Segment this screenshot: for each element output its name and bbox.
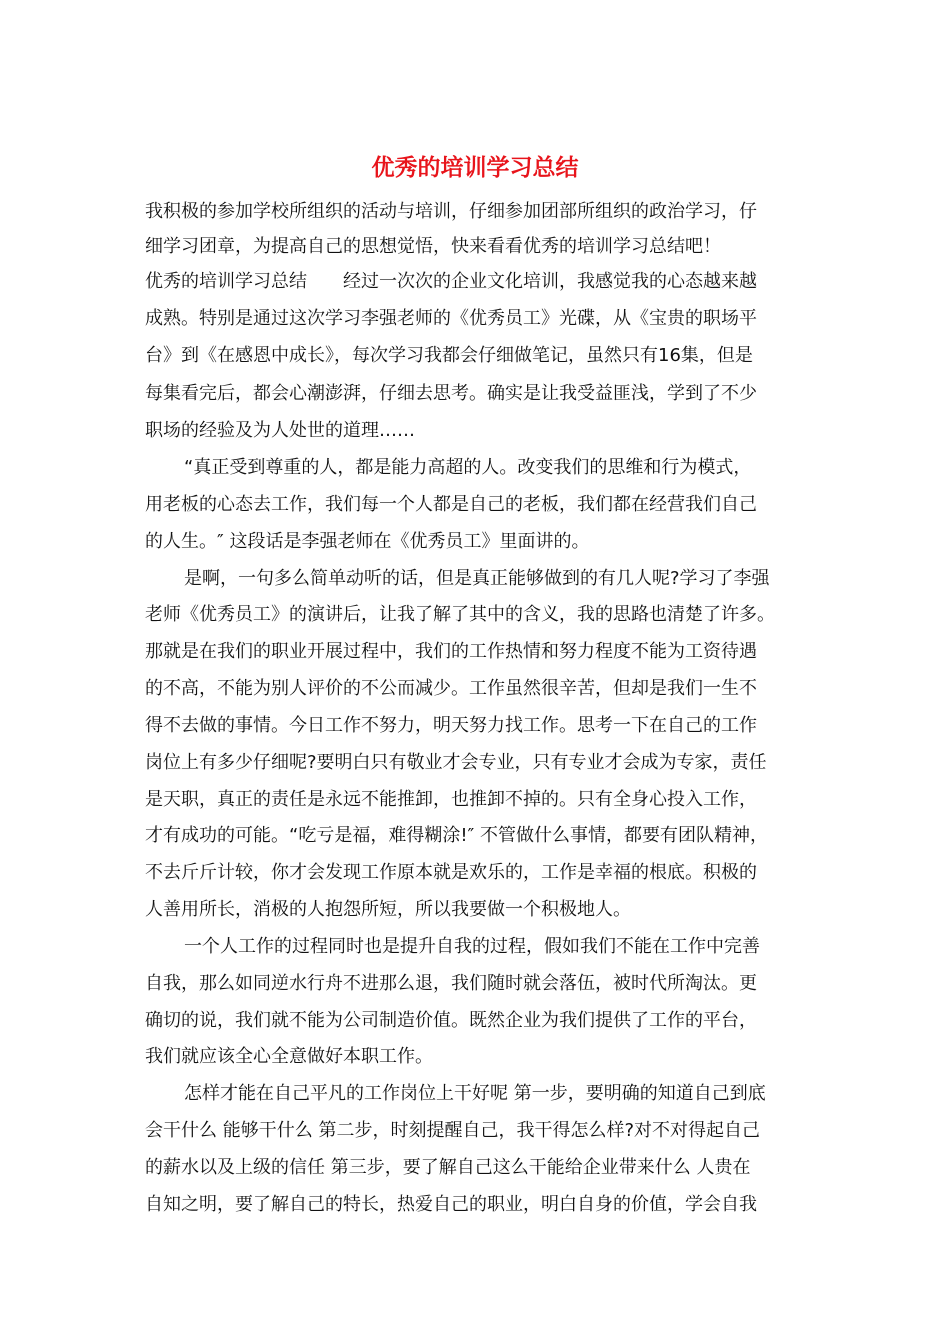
paragraph-line: 我们就应该全心全意做好本职工作。 — [145, 1046, 433, 1067]
paragraph-line: 台》到《在感恩中成长》，每次学习我都会仔细做笔记，虽然只有16集，但是 — [145, 345, 753, 366]
paragraph-line: 细学习团章，为提高自己的思想觉悟，快来看看优秀的培训学习总结吧！ — [145, 236, 721, 257]
paragraph-line: 的人生。″ 这段话是李强老师在《优秀员工》里面讲的。 — [145, 531, 590, 552]
paragraph-line: 得不去做的事情。今日工作不努力，明天努力找工作。思考一下在自己的工作 — [145, 715, 757, 736]
paragraph-line: 自知之明，要了解自己的特长，热爱自己的职业，明白自身的价值，学会自我 — [145, 1194, 757, 1215]
document-title: 优秀的培训学习总结 — [371, 155, 579, 181]
paragraph-line: 成熟。特别是通过这次学习李强老师的《优秀员工》光碟，从《宝贵的职场平 — [145, 308, 757, 329]
paragraph-line: 会干什么 能够干什么 第二步，时刻提醒自己，我干得怎么样?对不对得起自己 — [145, 1120, 760, 1141]
paragraph-line: 一个人工作的过程同时也是提升自我的过程，假如我们不能在工作中完善 — [184, 936, 760, 957]
paragraph-line: 的不高，不能为别人评价的不公而减少。工作虽然很辛苦，但却是我们一生不 — [145, 678, 757, 699]
paragraph-line: 我积极的参加学校所组织的活动与培训，仔细参加团部所组织的政治学习，仔 — [145, 201, 757, 222]
paragraph-line: 自我，那么如同逆水行舟不进那么退，我们随时就会落伍，被时代所淘汰。更 — [145, 973, 757, 994]
paragraph-line: 才有成功的可能。“吃亏是福，难得糊涂!″ 不管做什么事情，都要有团队精神， — [145, 825, 768, 846]
paragraph-line: 确切的说，我们就不能为公司制造价值。既然企业为我们提供了工作的平台， — [145, 1010, 757, 1031]
paragraph-line: 优秀的培训学习总结 经过一次次的企业文化培训，我感觉我的心态越来越 — [145, 271, 757, 292]
paragraph-line: 用老板的心态去工作，我们每一个人都是自己的老板，我们都在经营我们自己 — [145, 494, 757, 515]
paragraph-line: 的薪水以及上级的信任 第三步，要了解自己这么干能给企业带来什么 人贵在 — [145, 1157, 751, 1178]
paragraph-line: 人善用所长，消极的人抱怨所短，所以我要做一个积极地人。 — [145, 899, 631, 920]
paragraph-line: “真正受到尊重的人，都是能力高超的人。改变我们的思维和行为模式， — [184, 457, 752, 478]
paragraph-line: 老师《优秀员工》的演讲后，让我了解了其中的含义，我的思路也清楚了许多。 — [145, 604, 775, 625]
paragraph-line: 那就是在我们的职业开展过程中，我们的工作热情和努力程度不能为工资待遇 — [145, 641, 757, 662]
paragraph-line: 怎样才能在自己平凡的工作岗位上干好呢 第一步，要明确的知道自己到底 — [184, 1083, 766, 1104]
paragraph-line: 岗位上有多少仔细呢?要明白只有敬业才会专业，只有专业才会成为专家，责任 — [145, 752, 767, 773]
paragraph-line: 是啊，一句多么简单动听的话，但是真正能够做到的有几人呢?学习了李强 — [184, 568, 770, 589]
paragraph-line: 每集看完后，都会心潮澎湃，仔细去思考。确实是让我受益匪浅，学到了不少 — [145, 383, 757, 404]
paragraph-line: 是天职，真正的责任是永远不能推卸，也推卸不掉的。只有全身心投入工作， — [145, 789, 757, 810]
paragraph-line: 职场的经验及为人处世的道理…… — [145, 420, 415, 441]
paragraph-line: 不去斤斤计较，你才会发现工作原本就是欢乐的，工作是幸福的根底。积极的 — [145, 862, 757, 883]
